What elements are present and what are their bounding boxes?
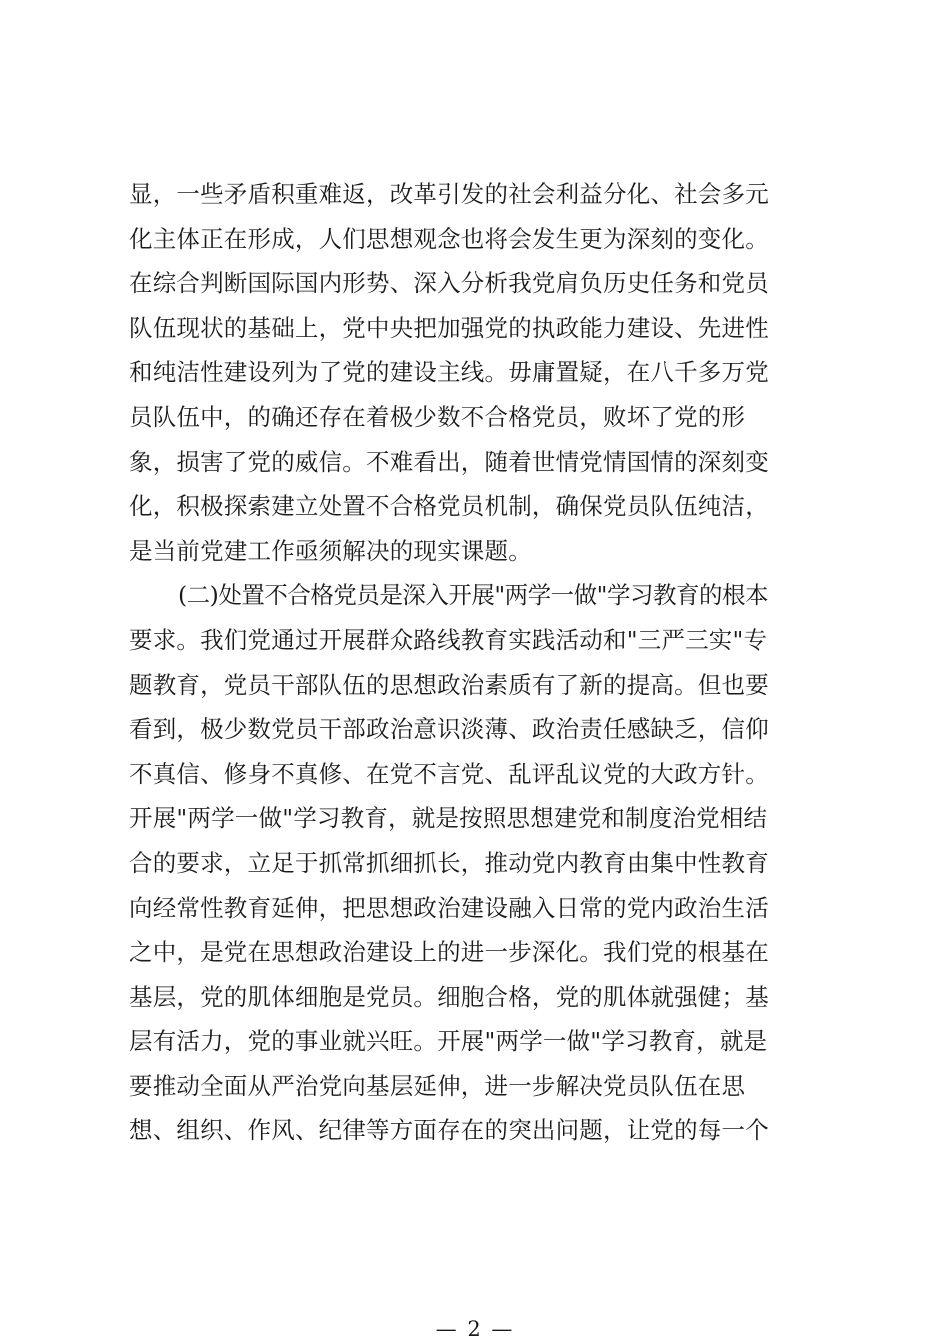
text-line: 合的要求，立足于抓常抓细抓长，推动党内教育由集中性教育 bbox=[129, 848, 769, 877]
text-line: 想、组织、作风、纪律等方面存在的突出问题，让党的每一个 bbox=[129, 1116, 769, 1145]
text-line: 基层，党的肌体细胞是党员。细胞合格，党的肌体就强健；基 bbox=[129, 982, 769, 1011]
text-line: 题教育，党员干部队伍的思想政治素质有了新的提高。但也要 bbox=[129, 670, 769, 699]
text-line: 化，积极探索建立处置不合格党员机制，确保党员队伍纯洁， bbox=[129, 492, 769, 521]
text-line: 象，损害了党的威信。不难看出，随着世情党情国情的深刻变 bbox=[129, 447, 769, 476]
text-line: 要求。我们党通过开展群众路线教育实践活动和"三严三实"专 bbox=[129, 625, 768, 654]
text-line: 层有活力，党的事业就兴旺。开展"两学一做"学习教育，就是 bbox=[129, 1027, 768, 1056]
text-line: 开展"两学一做"学习教育，就是按照思想建党和制度治党相结 bbox=[129, 804, 768, 833]
text-line: 显，一些矛盾积重难返，改革引发的社会利益分化、社会多元 bbox=[129, 180, 769, 208]
text-line: 之中，是党在思想政治建设上的进一步深化。我们党的根基在 bbox=[129, 938, 769, 967]
text-line: 不真信、修身不真修、在党不言党、乱评乱议党的大政方针。 bbox=[129, 759, 769, 788]
text-line: 看到，极少数党员干部政治意识淡薄、政治责任感缺乏，信仰 bbox=[129, 715, 769, 744]
text-line: 员队伍中，的确还存在着极少数不合格党员，败坏了党的形 bbox=[129, 402, 746, 431]
text-line: 队伍现状的基础上，党中央把加强党的执政能力建设、先进性 bbox=[129, 313, 769, 342]
page-number: — 2 — bbox=[435, 1317, 515, 1341]
text-line: 化主体正在形成，人们思想观念也将会发生更为深刻的变化。 bbox=[129, 224, 769, 253]
body-text bbox=[129, 172, 829, 1153]
text-line: 要推动全面从严治党向基层延伸，进一步解决党员队伍在思 bbox=[129, 1071, 746, 1100]
text-line: 和纯洁性建设列为了党的建设主线。毋庸置疑，在八千多万党 bbox=[129, 358, 769, 387]
text-line: 是当前党建工作亟须解决的现实课题。 bbox=[129, 536, 532, 565]
section-heading-line: (二)处置不合格党员是深入开展"两学一做"学习教育的根本 bbox=[178, 581, 768, 610]
text-line: 在综合判断国际国内形势、深入分析我党肩负历史任务和党员 bbox=[129, 269, 769, 298]
text-line: 向经常性教育延伸，把思想政治建设融入日常的党内政治生活 bbox=[129, 893, 769, 922]
